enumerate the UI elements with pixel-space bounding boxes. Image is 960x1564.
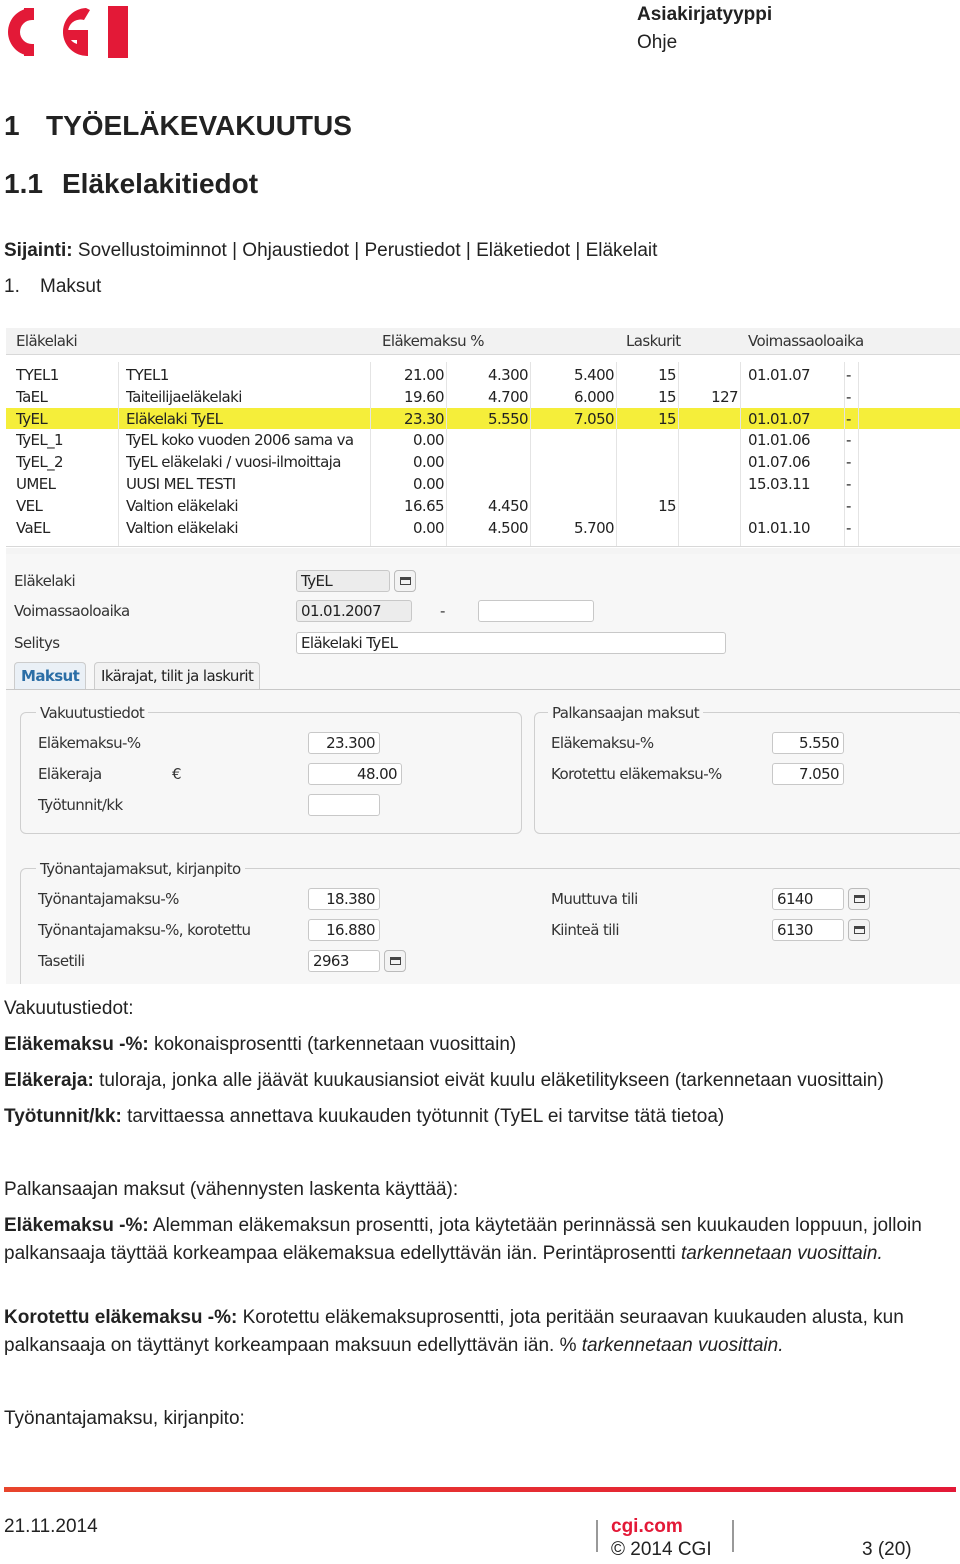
cell-from: 01.07.06 bbox=[748, 453, 810, 472]
grid-line bbox=[530, 362, 531, 546]
cell-name: Valtion eläkelaki bbox=[126, 496, 238, 515]
table-row[interactable] bbox=[6, 408, 960, 429]
cell-p1: 0.00 bbox=[413, 475, 444, 493]
footer-copyright: © 2014 CGI bbox=[611, 1539, 712, 1560]
cell-p2: 4.500 bbox=[488, 518, 528, 537]
lookup-icon[interactable] bbox=[848, 888, 870, 910]
ty-korotettu-label: Työnantajamaksu-%, korotettu bbox=[38, 921, 251, 939]
cell-dash: - bbox=[846, 431, 851, 450]
term: Työtunnit/kk: bbox=[4, 1106, 122, 1127]
section-text: Maksut bbox=[40, 276, 102, 297]
ty-kiintea-label: Kiinteä tili bbox=[551, 921, 619, 939]
cell-code: TaEL bbox=[16, 387, 48, 406]
definition: Korotettu eläkemaksuprosentti, jota peritään seuraavan kuukauden alusta, kun palkansaaja on täyttänyt korkeampaan maksuun edellyttävän iän. % bbox=[4, 1307, 904, 1356]
voimassa-separator: - bbox=[440, 602, 445, 620]
cell-code: VEL bbox=[16, 496, 43, 515]
cell-c1: 15 bbox=[658, 366, 676, 384]
vak-para-1 bbox=[4, 1031, 944, 1059]
cell-dash: - bbox=[846, 496, 851, 515]
cell-p1: 0.00 bbox=[413, 453, 444, 472]
pal-elakemaksu-field[interactable]: 5.550 bbox=[772, 732, 844, 754]
ty-muuttuva-field[interactable]: 6140 bbox=[772, 888, 844, 910]
footer-bar bbox=[4, 1487, 956, 1492]
voimassa-from-field[interactable]: 01.01.2007 bbox=[296, 600, 412, 622]
grid-line bbox=[616, 362, 617, 546]
vak-para-3 bbox=[4, 1103, 944, 1131]
doctype-value: Ohje bbox=[637, 32, 678, 53]
pal-elakemaksu-label: Eläkemaksu-% bbox=[551, 734, 654, 752]
cell-from: 15.03.11 bbox=[748, 475, 810, 493]
cell-c2: 127 bbox=[711, 387, 738, 406]
grid-line bbox=[740, 362, 741, 546]
cell-name: UUSI MEL TESTI bbox=[126, 475, 236, 493]
cell-p2: 4.300 bbox=[488, 366, 528, 384]
cell-name: TyEL eläkelaki / vuosi-ilmoittaja bbox=[126, 453, 341, 472]
grid-line bbox=[858, 362, 859, 546]
table-row[interactable] bbox=[6, 429, 960, 450]
palkansaaja-legend: Palkansaajan maksut bbox=[548, 704, 703, 722]
col-elakemaksu[interactable]: Eläkemaksu % bbox=[382, 332, 484, 350]
cell-p3: 7.050 bbox=[574, 409, 614, 428]
heading-1-number: 1 bbox=[4, 110, 20, 141]
cell-dash: - bbox=[846, 387, 851, 406]
vak-title: Vakuutustiedot: bbox=[4, 998, 134, 1019]
cell-p3: 5.700 bbox=[574, 518, 614, 537]
cell-code: TyEL bbox=[16, 409, 48, 428]
vak-para-2 bbox=[4, 1067, 944, 1095]
definition: tuloraja, jonka alle jäävät kuukausiansiot eivät kuulu eläketilitykseen (tarkennetaan vuosittain) bbox=[93, 1070, 884, 1091]
ty-title: Työnantajamaksu, kirjanpito: bbox=[4, 1408, 245, 1429]
table-row[interactable] bbox=[6, 364, 960, 385]
cell-p1: 0.00 bbox=[413, 518, 444, 537]
pal-korotettu-label: Korotettu eläkemaksu-% bbox=[551, 765, 722, 783]
grid-line bbox=[118, 362, 119, 546]
heading-1 bbox=[4, 110, 352, 142]
lookup-icon[interactable] bbox=[848, 919, 870, 941]
elakelaki-field[interactable]: TyEL bbox=[296, 570, 390, 592]
ty-muuttuva-label: Muuttuva tili bbox=[551, 890, 638, 908]
cell-from: 01.01.10 bbox=[748, 518, 810, 537]
cell-p1: 19.60 bbox=[404, 387, 444, 406]
cell-p2: 4.450 bbox=[488, 496, 528, 515]
heading-2 bbox=[4, 168, 258, 200]
ty-maksu-label: Työnantajamaksu-% bbox=[38, 890, 179, 908]
vak-tyotunnit-field[interactable] bbox=[308, 794, 380, 816]
heading-1-text: TYÖELÄKEVAKUUTUS bbox=[46, 110, 352, 141]
cell-dash: - bbox=[846, 409, 851, 428]
grid-header bbox=[6, 328, 960, 355]
tab-maksut[interactable]: Maksut bbox=[14, 662, 86, 690]
section-number: 1. bbox=[4, 276, 20, 297]
cell-p1: 23.30 bbox=[404, 409, 444, 428]
ty-tasetili-field[interactable]: 2963 bbox=[308, 950, 380, 972]
cell-code: TYEL1 bbox=[16, 366, 59, 384]
cell-code: VaEL bbox=[16, 518, 50, 537]
tyonantaja-legend: Työnantajamaksut, kirjanpito bbox=[36, 860, 245, 878]
cell-dash: - bbox=[846, 475, 851, 493]
cell-from: 01.01.07 bbox=[748, 409, 810, 428]
vakuutustiedot-legend: Vakuutustiedot bbox=[36, 704, 148, 722]
cell-code: UMEL bbox=[16, 475, 56, 493]
ty-korotettu-field[interactable]: 16.880 bbox=[308, 919, 380, 941]
cgi-logo bbox=[4, 2, 130, 62]
definition: kokonaisprosentti (tarkennetaan vuosittain) bbox=[148, 1034, 517, 1055]
table-row[interactable] bbox=[6, 473, 960, 494]
definition: tarvittaessa annettava kuukauden työtunnit (TyEL ei tarvitse tätä tietoa) bbox=[121, 1106, 725, 1127]
vak-elakeraja-label: Eläkeraja bbox=[38, 765, 102, 783]
cell-from: 01.01.07 bbox=[748, 366, 810, 384]
table-row[interactable] bbox=[6, 386, 960, 407]
cell-name: TYEL1 bbox=[126, 366, 169, 384]
grid-line bbox=[446, 362, 447, 546]
cell-dash: - bbox=[846, 366, 851, 384]
location-line bbox=[4, 240, 657, 262]
cell-p3: 6.000 bbox=[574, 387, 614, 406]
ty-tasetili-label: Tasetili bbox=[38, 952, 85, 970]
cell-p2: 5.550 bbox=[488, 409, 528, 428]
heading-2-text: Eläkelakitiedot bbox=[62, 168, 259, 199]
definition: Alemman eläkemaksun prosentti, jota käytetään perinnässä sen kuukauden loppuun, jolloin palkansaaja täyttää korkeampaa eläkemaksua edellyttävän iän. Perintäprosentti bbox=[4, 1215, 922, 1264]
cell-name: Valtion eläkelaki bbox=[126, 518, 238, 537]
footer-date: 21.11.2014 bbox=[4, 1516, 98, 1537]
footer-divider bbox=[596, 1520, 598, 1552]
ty-maksu-field[interactable]: 18.380 bbox=[308, 888, 380, 910]
term: Eläkemaksu -%: bbox=[4, 1215, 149, 1236]
term: Eläkeraja: bbox=[4, 1070, 94, 1091]
voimassa-label: Voimassaoloaika bbox=[14, 602, 130, 620]
grid-body bbox=[6, 362, 960, 547]
col-elakelaki[interactable]: Eläkelaki bbox=[16, 332, 78, 350]
cell-name: Eläkelaki TyEL bbox=[126, 409, 223, 428]
voimassa-to-field[interactable] bbox=[478, 600, 594, 622]
cell-c1: 15 bbox=[658, 496, 676, 515]
cell-c1: 15 bbox=[658, 409, 676, 428]
cell-p1: 16.65 bbox=[404, 496, 444, 515]
col-voimassa[interactable]: Voimassaoloaika bbox=[748, 332, 864, 350]
location-label: Sijainti: bbox=[4, 240, 73, 261]
lookup-icon[interactable] bbox=[394, 570, 416, 592]
term: Eläkemaksu -%: bbox=[4, 1034, 149, 1055]
grid-line bbox=[844, 362, 845, 546]
selitys-field[interactable]: Eläkelaki TyEL bbox=[296, 632, 726, 654]
cell-p2: 4.700 bbox=[488, 387, 528, 406]
heading-2-number: 1.1 bbox=[4, 168, 43, 199]
app-screenshot bbox=[6, 328, 960, 984]
elakelaki-label: Eläkelaki bbox=[14, 572, 76, 590]
vak-elakeraja-unit: € bbox=[172, 765, 181, 783]
pal-title: Palkansaajan maksut (vähennysten laskenta käyttää): bbox=[4, 1179, 459, 1200]
cell-from: 01.01.06 bbox=[748, 431, 810, 450]
pal-para-1 bbox=[4, 1212, 944, 1268]
table-row[interactable] bbox=[6, 451, 960, 472]
term: Korotettu eläkemaksu -%: bbox=[4, 1307, 238, 1328]
tab-baseline bbox=[6, 689, 960, 690]
cell-c1: 15 bbox=[658, 387, 676, 406]
note: tarkennetaan vuosittain. bbox=[681, 1243, 883, 1264]
footer-page-number: 3 (20) bbox=[862, 1539, 912, 1560]
note: tarkennetaan vuosittain. bbox=[581, 1335, 784, 1356]
pal-korotettu-field[interactable]: 7.050 bbox=[772, 763, 844, 785]
cell-p3: 5.400 bbox=[574, 366, 614, 384]
cell-dash: - bbox=[846, 518, 851, 537]
vak-elakemaksu-field[interactable]: 23.300 bbox=[308, 732, 380, 754]
pal-para-2 bbox=[4, 1304, 944, 1360]
location-path: Sovellustoiminnot | Ohjaustiedot | Perustiedot | Eläketiedot | Eläkelait bbox=[77, 240, 658, 261]
vak-elakemaksu-label: Eläkemaksu-% bbox=[38, 734, 141, 752]
cell-name: TyEL koko vuoden 2006 sama va bbox=[126, 431, 354, 450]
grid-line bbox=[678, 362, 679, 546]
footer-website-link[interactable]: cgi.com bbox=[611, 1516, 683, 1537]
selitys-label: Selitys bbox=[14, 634, 60, 652]
section-heading bbox=[4, 276, 101, 298]
cell-name: Taiteilijaeläkelaki bbox=[126, 387, 242, 406]
vak-tyotunnit-label: Työtunnit/kk bbox=[38, 796, 123, 814]
table-row[interactable] bbox=[6, 495, 960, 516]
table-row[interactable] bbox=[6, 517, 960, 538]
cell-p1: 0.00 bbox=[413, 431, 444, 450]
cell-p1: 21.00 bbox=[404, 366, 444, 384]
footer-divider bbox=[732, 1520, 734, 1552]
lookup-icon[interactable] bbox=[384, 950, 406, 972]
tab-ikarajat[interactable]: Ikärajat, tilit ja laskurit bbox=[94, 662, 260, 690]
cell-code: TyEL_2 bbox=[16, 453, 63, 472]
vak-elakeraja-field[interactable]: 48.00 bbox=[308, 763, 402, 785]
grid-line bbox=[370, 362, 371, 546]
cell-code: TyEL_1 bbox=[16, 431, 63, 450]
form-area bbox=[6, 554, 960, 984]
ty-kiintea-field[interactable]: 6130 bbox=[772, 919, 844, 941]
doctype-label: Asiakirjatyyppi bbox=[637, 4, 773, 25]
col-laskurit[interactable]: Laskurit bbox=[626, 332, 681, 350]
cell-dash: - bbox=[846, 453, 851, 472]
